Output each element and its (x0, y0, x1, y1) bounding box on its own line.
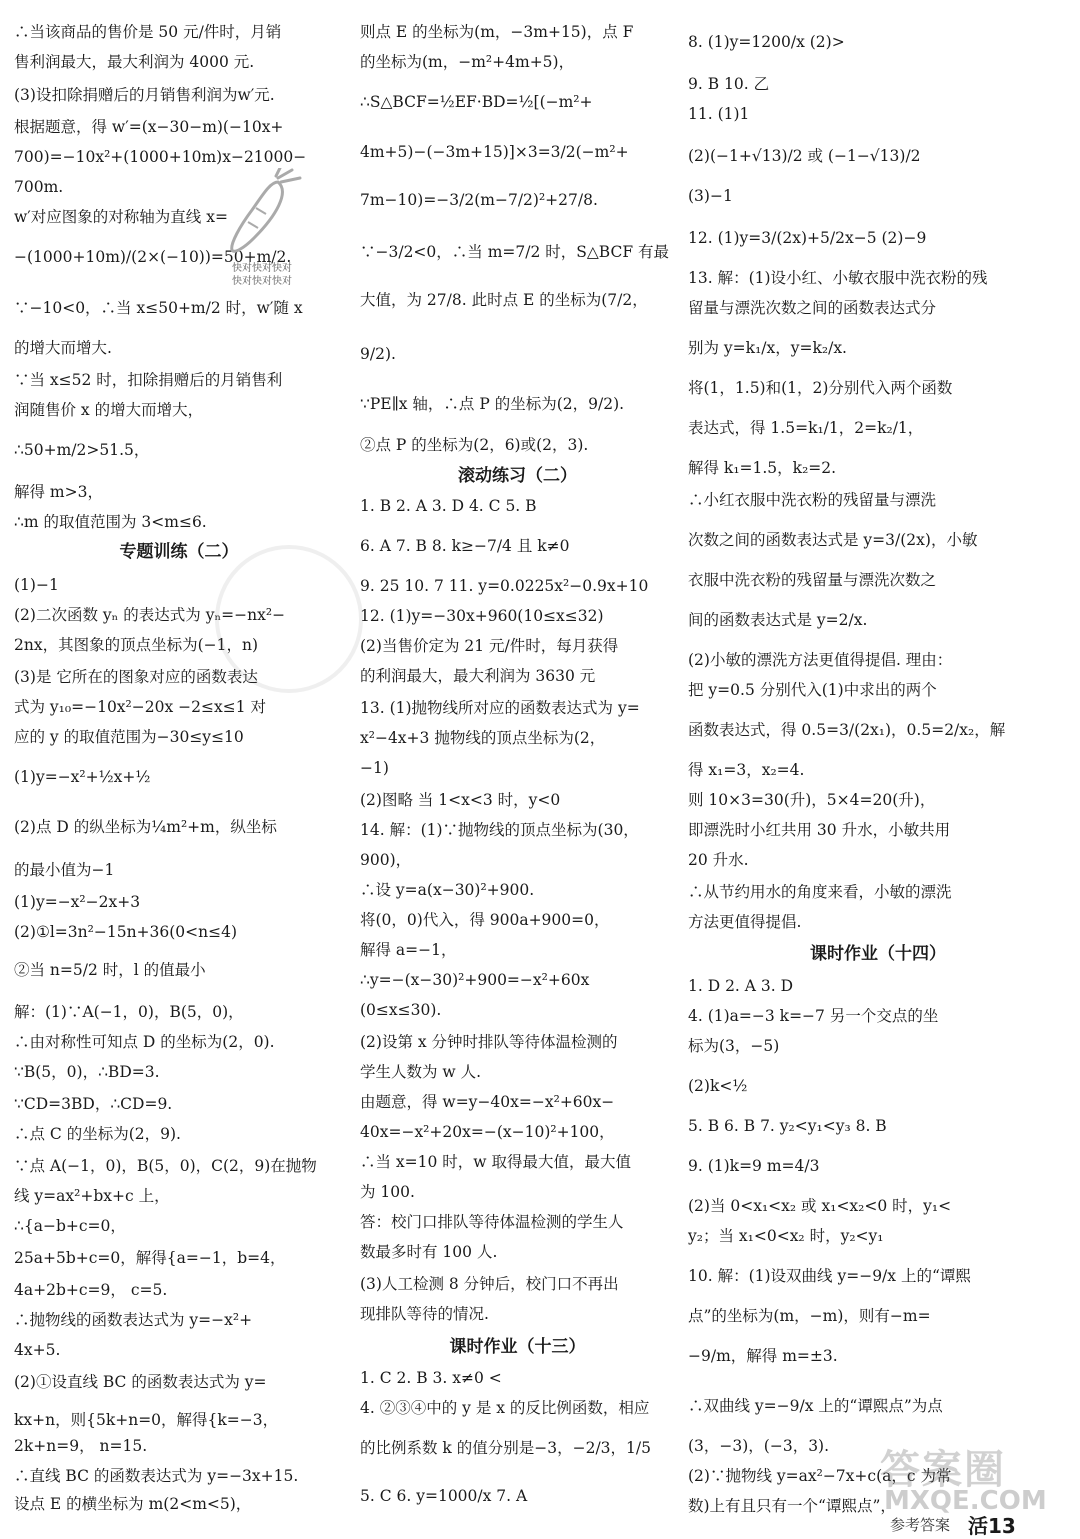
answer-line: (3)人工检测 8 分钟后，校门口不再出 (360, 1275, 619, 1293)
answer-line: 将(1，1.5)和(1，2)分别代入两个函数 (688, 379, 953, 397)
answer-line: ∵PE∥x 轴，∴点 P 的坐标为(2，9/2). (360, 395, 625, 413)
carrot-note-line: 快对快对快对 (232, 263, 292, 274)
answer-line: 8. (1)y=1200/x (2)> (688, 33, 845, 51)
section-heading: 课时作业（十三） (449, 1337, 586, 1357)
answer-line: 留量与漂洗次数之间的函数表达式分 (688, 299, 937, 317)
answer-line: ∵B(5，0)，∴BD=3. (14, 1063, 160, 1081)
carrot-note-line: 快对快对快对 (232, 276, 292, 287)
answer-line: w′对应图象的对称轴为直线 x= (14, 208, 228, 226)
answer-line: ∴由对称性可知点 D 的坐标为(2，0). (14, 1033, 275, 1051)
answer-line: ∴m 的取值范围为 3<m≤6. (14, 513, 207, 531)
answer-line: 答：校门口排队等待体温检测的学生人 (360, 1213, 624, 1231)
answer-line: 1. D 2. A 3. D (688, 977, 794, 995)
answer-line: (2)点 D 的纵坐标为¼m²+m，纵坐标 (14, 818, 277, 836)
answer-line: 4a+2b+c=9， c=5. (14, 1281, 168, 1299)
answer-line: 为 100. (360, 1183, 415, 1201)
answer-line: (0≤x≤30). (360, 1001, 442, 1019)
answer-line: (2)小敏的漂洗方法更值得提倡. 理由： (688, 651, 953, 669)
answer-line: 10. 解：(1)设双曲线 y=−9/x 上的“谭熙 (688, 1267, 971, 1285)
answer-line: 5. C 6. y=1000/x 7. A (360, 1487, 528, 1505)
answer-line: ∵CD=3BD，∴CD=9. (14, 1095, 173, 1113)
answer-line: 9. (1)k=9 m=4/3 (688, 1157, 820, 1175)
answer-line: 的增大而增大. (14, 339, 112, 357)
answer-line: 4x+5. (14, 1341, 61, 1359)
answer-line: 2nx，其图象的顶点坐标为(−1，n) (14, 636, 259, 654)
answer-line: 12. (1)y=−30x+960(10≤x≤32) (360, 607, 604, 625)
answer-line: 9. B 10. 乙 (688, 75, 770, 93)
answer-line: 13. (1)抛物线所对应的函数表达式为 y= (360, 699, 640, 717)
answer-line: (2)图略 当 1<x<3 时，y<0 (360, 791, 561, 809)
answer-line: 表达式，得 1.5=k₁/1，2=k₂/1， (688, 419, 924, 437)
answer-line: 9. 25 10. 7 11. y=0.0225x²−0.9x+10 (360, 577, 649, 595)
answer-line: 700)=−10x²+(1000+10m)x−21000− (14, 148, 307, 166)
answer-line: −9/m，解得 m=±3. (688, 1347, 838, 1365)
answer-line: x²−4x+3 抛物线的顶点坐标为(2， (360, 729, 606, 747)
answer-line: 的比例系数 k 的值分别是−3，−2/3，1/5 (360, 1439, 651, 1457)
stamp-watermark (215, 545, 363, 693)
answer-line: 标为(3，−5) (688, 1037, 780, 1055)
answer-line: (2)当 0<x₁<x₂ 或 x₁<x₂<0 时，y₁< (688, 1197, 952, 1215)
answer-line: 25a+5b+c=0，解得{a=−1，b=4， (14, 1249, 286, 1267)
answer-line: 的坐标为(m，−m²+4m+5)， (360, 53, 575, 71)
answer-line: 解：(1)∵A(−1，0)，B(5，0)， (14, 1003, 244, 1021)
answer-line: 将(0，0)代入，得 900a+900=0， (360, 911, 610, 929)
answer-line: (3)−1 (688, 187, 733, 205)
answer-line: (1)y=−x²−2x+3 (14, 893, 141, 911)
answer-line: 11. (1)1 (688, 105, 750, 123)
answer-line: 即漂洗时小红共用 30 升水，小敏共用 (688, 821, 951, 839)
answer-line: 售利润最大，最大利润为 4000 元. (14, 53, 255, 71)
answer-line: 学生人数为 w 人. (360, 1063, 482, 1081)
answer-line: ∴当 x=10 时，w 取得最大值，最大值 (360, 1153, 632, 1171)
answer-line: 衣服中洗衣粉的残留量与漂洗次数之 (688, 571, 937, 589)
answer-line: 4. (1)a=−3 k=−7 另一个交点的坐 (688, 1007, 939, 1025)
answer-line: (2)当售价定为 21 元/件时，每月获得 (360, 637, 619, 655)
answer-line: 4. ②③④中的 y 是 x 的反比例函数，相应 (360, 1399, 650, 1417)
answer-line: 别为 y=k₁/x，y=k₂/x. (688, 339, 847, 357)
answer-line: 12. (1)y=3/(2x)+5/2x−5 (2)−9 (688, 229, 927, 247)
answer-line: ∴从节约用水的角度来看，小敏的漂洗 (688, 883, 952, 901)
section-heading: 课时作业（十四） (810, 944, 946, 964)
page-number: 活13 (968, 1514, 1016, 1538)
answer-line: 的最小值为−1 (14, 861, 115, 879)
footer-label: 参考答案 (890, 1516, 951, 1534)
answer-line: 函数表达式，得 0.5=3/(2x₁)，0.5=2/x₂，解 (688, 721, 1006, 739)
answer-line: 得 x₁=3，x₂=4. (688, 761, 805, 779)
answer-line: 5. B 6. B 7. y₂<y₁<y₃ 8. B (688, 1117, 887, 1135)
section-heading: 专题训练（二） (119, 542, 239, 562)
answer-line: ∴小红衣服中洗衣粉的残留量与漂洗 (688, 491, 937, 509)
answer-line: (2)二次函数 yₙ 的表达式为 yₙ=−nx²− (14, 606, 286, 624)
answer-line: 900)， (360, 851, 412, 869)
answer-line: ∴双曲线 y=−9/x 上的“谭熙点”为点 (688, 1397, 943, 1415)
answer-line: (2)∵抛物线 y=ax²−7x+c(a，c 为常 (688, 1467, 952, 1485)
answer-line: ∴直线 BC 的函数表达式为 y=−3x+15. (14, 1467, 299, 1485)
answer-line: 解得 m>3， (14, 483, 103, 501)
answer-line: ∵−10<0，∴当 x≤50+m/2 时，w′随 x (14, 299, 303, 317)
answer-line: 4m+5)−(−3m+15)]×3=3/2(−m²+ (360, 143, 629, 161)
answer-line: 40x=−x²+20x=−(x−10)²+100， (360, 1123, 615, 1141)
answer-line: ②当 n=5/2 时，l 的值最小 (14, 961, 206, 979)
answer-line: 9/2). (360, 345, 396, 363)
answer-line: 润随售价 x 的增大而增大， (14, 401, 204, 419)
answer-line: (2)设第 x 分钟时排队等待体温检测的 (360, 1033, 618, 1051)
answer-line: y₂；当 x₁<0<x₂ 时，y₂<y₁ (688, 1227, 884, 1245)
answer-line: 则 10×3=30(升)，5×4=20(升)， (688, 791, 936, 809)
answer-line: 的利润最大，最大利润为 3630 元 (360, 667, 596, 685)
answer-line: 数最多时有 100 人. (360, 1243, 498, 1261)
answer-line: 1. C 2. B 3. x≠0 < (360, 1369, 502, 1387)
answer-line: 根据题意，得 w′=(x−30−m)(−10x+ (14, 118, 284, 136)
answer-line: 1. B 2. A 3. D 4. C 5. B (360, 497, 537, 515)
answer-line: ∴设 y=a(x−30)²+900. (360, 881, 535, 899)
answer-line: ②点 P 的坐标为(2，6)或(2，3). (360, 436, 589, 454)
answer-line: 700m. (14, 178, 64, 196)
answer-line: (1)−1 (14, 576, 59, 594)
answer-line: 13. 解：(1)设小红、小敏衣服中洗衣粉的残 (688, 269, 988, 287)
answer-line: −1) (360, 759, 389, 777)
answer-line: (3)设扣除捐赠后的月销售利润为w′元. (14, 86, 275, 104)
answer-line: ∴{a−b+c=0， (14, 1217, 126, 1235)
answer-line: (3)是 它所在的图象对应的函数表达 (14, 668, 258, 686)
answer-line: ∴S△BCF=½EF·BD=½[(−m²+ (360, 93, 593, 111)
answer-line: 线 y=ax²+bx+c 上， (14, 1187, 170, 1205)
answer-line: 6. A 7. B 8. k≥−7/4 且 k≠0 (360, 537, 570, 555)
carrot-note (232, 262, 292, 288)
answer-line: ∵当 x≤52 时，扣除捐赠后的月销售利 (14, 371, 283, 389)
answer-line: (2)①l=3n²−15n+36(0<n≤4) (14, 923, 238, 941)
answer-line: 式为 y₁₀=−10x²−20x −2≤x≤1 对 (14, 698, 266, 716)
answer-line: −(1000+10m)/(2×(−10))=50+m/2. (14, 248, 292, 266)
answer-line: 现排队等待的情况. (360, 1305, 489, 1323)
answer-line: 点”的坐标为(m，−m)，则有−m= (688, 1307, 931, 1325)
answer-line: ∵−3/2<0，∴当 m=7/2 时，S△BCF 有最 (360, 243, 670, 261)
carrot-icon (226, 168, 306, 258)
answer-line: ∴抛物线的函数表达式为 y=−x²+ (14, 1311, 253, 1329)
answer-line: 解得 a=−1， (360, 941, 457, 959)
answer-line: 应的 y 的取值范围为−30≤y≤10 (14, 728, 244, 746)
answer-line: 大值，为 27/8. 此时点 E 的坐标为(7/2， (360, 291, 648, 309)
answer-line: 次数之间的函数表达式是 y=3/(2x)，小敏 (688, 531, 978, 549)
answer-line: 把 y=0.5 分别代入(1)中求出的两个 (688, 681, 937, 699)
answer-line: 间的函数表达式是 y=2/x. (688, 611, 868, 629)
answer-line: 7m−10)=−3/2(m−7/2)²+27/8. (360, 191, 598, 209)
answer-line: 20 升水. (688, 851, 749, 869)
answer-line: kx+n，则{5k+n=0，解得{k=−3， (14, 1411, 279, 1429)
answer-line: 则点 E 的坐标为(m，−3m+15)，点 F (360, 23, 634, 41)
answer-line: 由题意，得 w=y−40x=−x²+60x− (360, 1093, 615, 1111)
answer-line: 数)上有且只有一个“谭熙点”， (688, 1497, 896, 1515)
watermark-logo: 答案圈 (880, 1447, 1006, 1493)
answer-line: ∴点 C 的坐标为(2，9). (14, 1125, 181, 1143)
answer-line: (2)(−1+√13)/2 或 (−1−√13)/2 (688, 147, 921, 165)
answer-line: 解得 k₁=1.5，k₂=2. (688, 459, 837, 477)
watermark-url: MXQE.COM (884, 1486, 1047, 1516)
answer-line: 方法更值得提倡. (688, 913, 802, 931)
answer-line: 14. 解：(1)∵抛物线的顶点坐标为(30， (360, 821, 639, 839)
answer-line: (3，−3)，(−3，3). (688, 1437, 830, 1455)
answer-line: ∴y=−(x−30)²+900=−x²+60x (360, 971, 590, 989)
answer-line: 设点 E 的横坐标为 m(2<m<5)， (14, 1495, 252, 1513)
answer-line: 2k+n=9， n=15. (14, 1437, 148, 1455)
answer-line: ∴当该商品的售价是 50 元/件时，月销 (14, 23, 282, 41)
answer-line: ∴50+m/2>51.5， (14, 441, 150, 459)
answer-line: ∵点 A(−1，0)，B(5，0)，C(2，9)在抛物 (14, 1157, 317, 1175)
answer-line: (1)y=−x²+½x+½ (14, 768, 151, 786)
answer-line: (2)k<½ (688, 1077, 748, 1095)
section-heading: 滚动练习（二） (458, 466, 577, 486)
answer-line: (2)①设直线 BC 的函数表达式为 y= (14, 1373, 267, 1391)
